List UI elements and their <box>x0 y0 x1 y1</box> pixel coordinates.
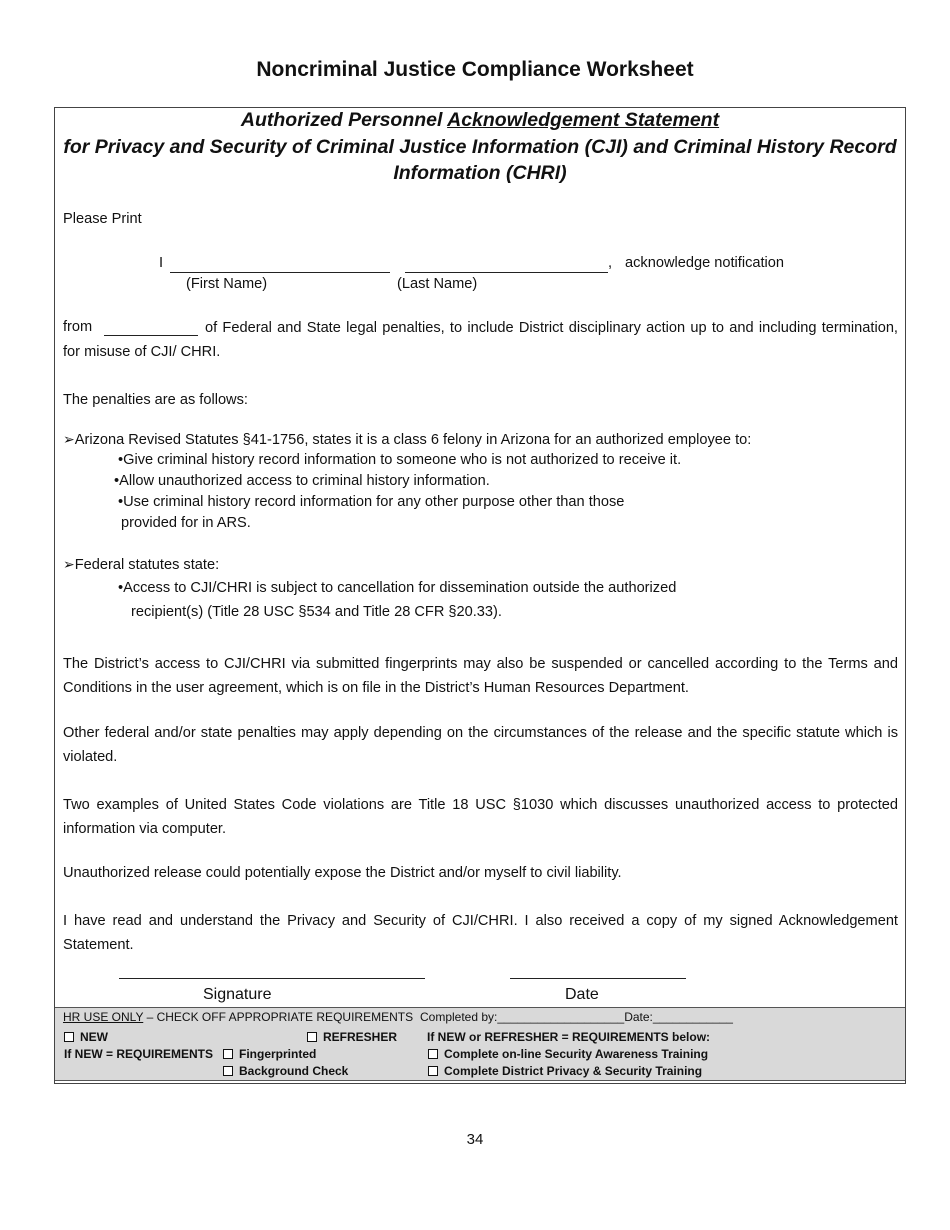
fingerprinted-option[interactable] <box>223 1047 316 1061</box>
arizona-heading-text: Arizona Revised Statutes §41-1756, states it is a class 6 felony in Arizona for an authorized employee to: <box>74 432 752 448</box>
from-paragraph: of Federal and State legal penalties, to include District disciplinary action up to and including termination, for misuse of CJI/ CHRI. <box>63 320 898 360</box>
background-check-option[interactable] <box>223 1064 348 1078</box>
other-penalties-paragraph: Other federal and/or state penalties may apply depending on the circumstances of the release and the specific statute which is violated. <box>63 725 898 765</box>
name-comma: , <box>608 255 613 271</box>
refresher-option[interactable] <box>307 1030 397 1044</box>
please-print-label: Please Print <box>63 211 142 227</box>
if-new-requirements: If NEW = REQUIREMENTS <box>64 1047 214 1061</box>
page-number: 34 <box>466 1131 484 1148</box>
background-check-label: Background Check <box>239 1064 349 1078</box>
federal-item-text: Access to CJI/CHRI is subject to cancellation for dissemination outside the authorized <box>123 580 677 596</box>
statement-heading-line2: for Privacy and Security of Criminal Justice Information (CJI) and Criminal History Record <box>63 136 897 158</box>
bullet-icon: • <box>118 580 124 596</box>
acknowledge-text: acknowledge notification <box>625 255 785 271</box>
bullet-icon: • <box>118 494 124 510</box>
refresher-label: REFRESHER <box>323 1030 398 1044</box>
bullet-icon: • <box>114 473 120 489</box>
federal-item-continued: recipient(s) (Title 28 USC §534 and Title 28 CFR §20.33). <box>131 604 502 620</box>
arrow-bullet-icon: ➢ <box>63 556 75 572</box>
liability-paragraph: Unauthorized release could potentially expose the District and/or myself to civil liability. <box>63 865 622 881</box>
arizona-heading <box>63 431 751 448</box>
read-understand-paragraph: I have read and understand the Privacy and Security of CJI/CHRI. I also received a copy of my signed Acknowledgement Statement. <box>63 913 898 953</box>
federal-heading-text: Federal statutes state: <box>74 557 220 573</box>
hr-date-field[interactable]: ____________ <box>652 1010 733 1024</box>
heading-prefix: Authorized Personnel <box>240 109 448 131</box>
arizona-item-2-text: Allow unauthorized access to criminal history information. <box>119 473 490 489</box>
statement-heading-line1 <box>55 109 905 132</box>
check-off-label: – CHECK OFF APPROPRIATE REQUIREMENTS <box>143 1010 414 1024</box>
background-check-checkbox[interactable] <box>223 1066 233 1076</box>
fingerprinted-label: Fingerprinted <box>239 1047 317 1061</box>
statement-heading-line3: Information (CHRI) <box>393 162 567 184</box>
federal-item <box>118 580 676 596</box>
fingerprinted-checkbox[interactable] <box>223 1049 233 1059</box>
training-district-option[interactable] <box>428 1064 702 1078</box>
training-online-option[interactable] <box>428 1047 708 1061</box>
arrow-bullet-icon: ➢ <box>63 431 75 447</box>
new-option[interactable] <box>64 1030 108 1044</box>
arizona-item-3 <box>118 494 624 510</box>
last-name-line[interactable] <box>405 272 608 273</box>
date-caption: Date <box>565 986 599 1003</box>
first-name-line[interactable] <box>170 272 390 273</box>
page-title: Noncriminal Justice Compliance Worksheet <box>256 58 694 81</box>
requirements-below: If NEW or REFRESHER = REQUIREMENTS below: <box>427 1030 711 1044</box>
arizona-item-1-text: Give criminal history record information to someone who is not authorized to receive it. <box>123 452 682 468</box>
fingerprints-paragraph: The District’s access to CJI/CHRI via submitted fingerprints may also be suspended or cancelled according to the Terms and Conditions in the user agreement, which is on file in the District’s Human Resources Department. <box>63 656 898 696</box>
arizona-item-2 <box>114 473 490 489</box>
new-checkbox[interactable] <box>64 1032 74 1042</box>
from-label: from <box>63 319 93 335</box>
refresher-checkbox[interactable] <box>307 1032 317 1042</box>
training-online-label: Complete on-line Security Awareness Training <box>444 1047 709 1061</box>
hr-use-only-label: HR USE ONLY <box>63 1010 144 1024</box>
bullet-icon: • <box>118 452 124 468</box>
signature-caption: Signature <box>203 986 272 1003</box>
hr-date-label: Date: <box>624 1010 653 1024</box>
arizona-item-3-text: Use criminal history record information for any other purpose other than those <box>123 494 625 510</box>
arizona-item-3-continued: provided for in ARS. <box>121 515 251 531</box>
heading-underlined: Acknowledgement Statement <box>447 109 720 131</box>
last-name-caption: (Last Name) <box>397 276 478 292</box>
completed-by-field[interactable]: ___________________ <box>497 1010 625 1024</box>
hr-use-only-header <box>63 1010 413 1024</box>
penalties-intro: The penalties are as follows: <box>63 392 248 408</box>
new-label: NEW <box>80 1030 108 1044</box>
signature-line[interactable] <box>119 978 425 979</box>
first-name-caption: (First Name) <box>186 276 268 292</box>
i-label: I <box>159 255 164 271</box>
training-district-label: Complete District Privacy & Security Training <box>444 1064 703 1078</box>
federal-heading <box>63 556 219 573</box>
arizona-item-1 <box>118 452 681 468</box>
training-district-checkbox[interactable] <box>428 1066 438 1076</box>
completed-by-label: Completed by: <box>420 1010 498 1024</box>
training-online-checkbox[interactable] <box>428 1049 438 1059</box>
completed-by <box>420 1010 733 1024</box>
usc-examples-paragraph: Two examples of United States Code violations are Title 18 USC §1030 which discusses unauthorized access to protected information via computer. <box>63 797 898 837</box>
date-line[interactable] <box>510 978 686 979</box>
